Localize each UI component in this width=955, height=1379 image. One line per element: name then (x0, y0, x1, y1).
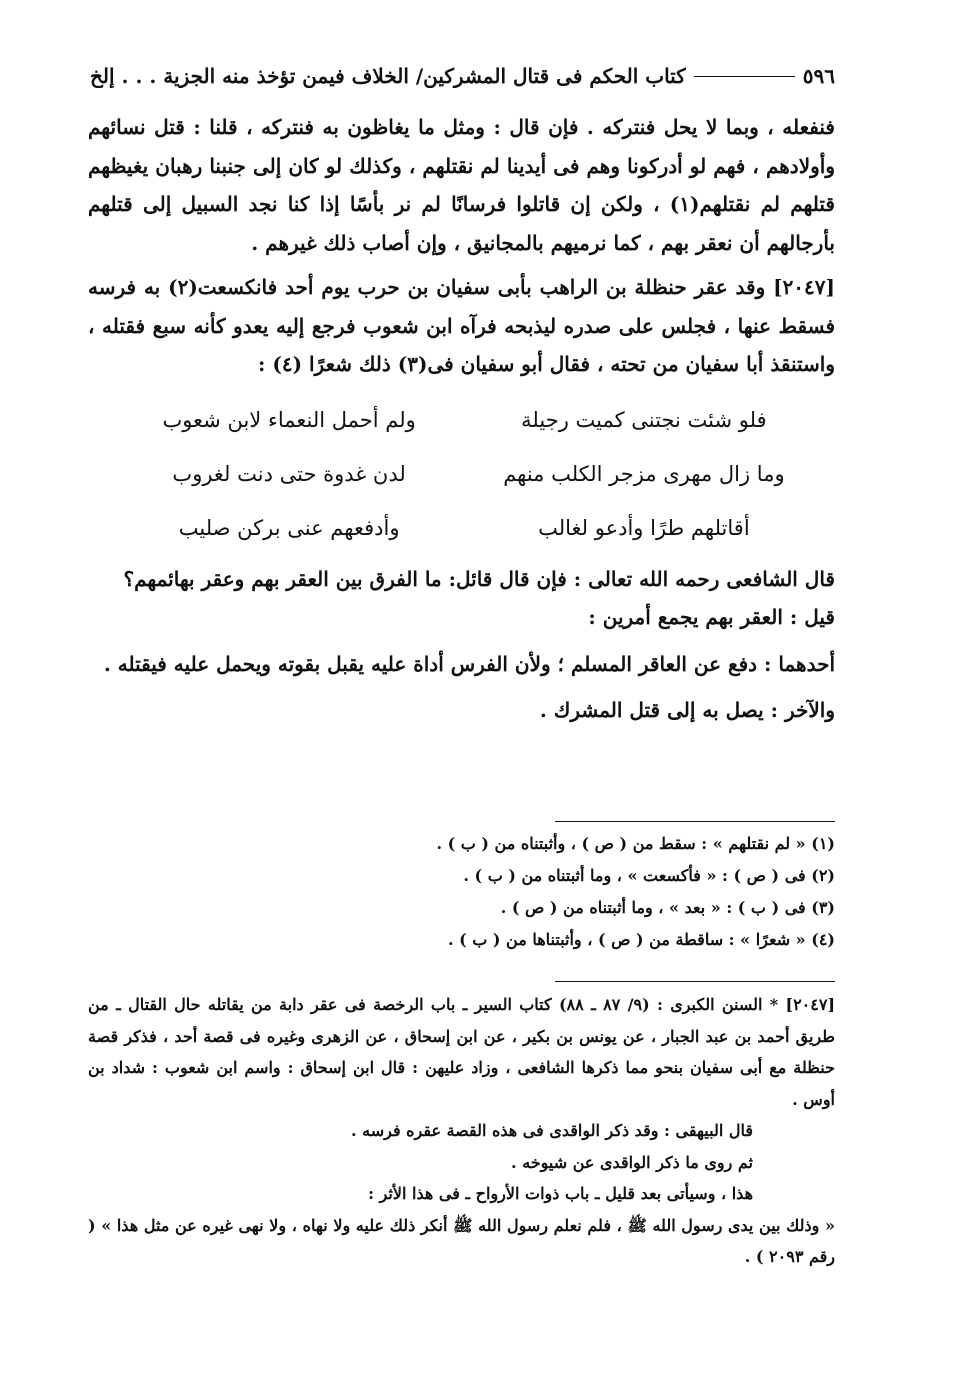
verse-first-hemistich: أقاتلهم طرًا وأدعو لغالب (538, 516, 750, 541)
verse-second-hemistich: وأدفعهم عنى بركن صليب (178, 516, 400, 541)
takhrij-line: هذا ، وسيأتى بعد قليل ـ باب ذوات الأرواح ـ فى هذا الأثر : (368, 1184, 753, 1203)
poem-verse (88, 394, 835, 448)
paragraph-2: [٢٠٤٧] وقد عقر حنظلة بن الراهب بأبى سفيان بن حرب يوم أحد فانكسعت(٢) به فرسه فسقط عنها ، فجلس على صدره ليذبحه فرآه ابن شعوب فرجع إليه يعدو كأنه سبع فقتله ، واستنقذ أبا سفيان من تحته ، فقال أبو سفيان فى(٣) ذلك شعرًا (٤) : (88, 275, 835, 376)
poem (88, 394, 835, 556)
paragraph-4: قيل : العقر بهم يجمع أمرين : (588, 605, 835, 629)
footnotes (300, 828, 835, 956)
footnote-2: (٢) فى ( ص ) : « فأكسعت » ، وما أثبتناه من ( ب ) . (463, 866, 835, 885)
page-number: ٥٩٦ (802, 64, 835, 88)
paragraph-3: قال الشافعى رحمه الله تعالى : فإن قال قائل: ما الفرق بين العقر بهم وعقر بهائمهم؟ (123, 566, 835, 591)
takhrij-line: قال البيهقى : وقد ذكر الواقدى فى هذه القصة عقره فرسه . (350, 1121, 753, 1140)
running-title: كتاب الحكم فى قتال المشركين/ الخلاف فيمن تؤخذ منه الجزية . . . إلخ (90, 64, 686, 88)
poem-verse (88, 448, 835, 502)
takhrij-notes (88, 989, 835, 1273)
takhrij-quote: « وذلك بين يدى رسول الله ﷺ ، فلم نعلم رسول الله ﷺ أنكر ذلك عليه ولا نهاه ، ولا نهى غيره عن مثل هذا » ( رقم ٢٠٩٣ ) . (88, 1215, 835, 1266)
footnote-separator (555, 821, 835, 822)
verse-second-hemistich: لدن غدوة حتى دنت لغروب (172, 462, 406, 487)
main-text (88, 108, 835, 730)
header-rule (694, 76, 795, 77)
paragraph-1: فنفعله ، وبما لا يحل فنتركه . فإن قال : ومثل ما يغاظون به فنتركه ، قلنا : قتل نسائهم وأولادهم ، فهم لو أدركونا وهم فى أيدينا لم نقتلهم ، وكذلك لو كان إلى جنبنا رهبان يغيظهم قتلهم لم نقتلهم(١) ، ولكن إن قاتلوا فرسانًا لم نر بأسًا إذا كنا نجد السبيل إلى قتلهم بأرجالهم أن نعقر بهم ، كما نرميهم بالمجانيق ، وإن أصاب ذلك غيرهم . (88, 115, 835, 255)
verse-first-hemistich: فلو شئت نجتنى كميت رجيلة (521, 408, 767, 433)
verse-second-hemistich: ولم أحمل النعماء لابن شعوب (162, 408, 416, 433)
poem-verse (88, 502, 835, 556)
takhrij-entry: [٢٠٤٧] * السنن الكبرى : (٩/ ٨٧ ـ ٨٨) كتاب السير ـ باب الرخصة فى عقر دابة من يقاتله حال القتال ـ من طريق أحمد بن عبد الجبار ، عن يونس بن بكير ، عن ابن إسحاق ، عن الزهرى وغيره فى قصة أحد ، فذكر قصة حنظلة مع أبى سفيان بنحو مما ذكرها الشافعى ، وزاد عليهن : قال ابن إسحاق : واسم ابن شعوب : شداد بن أوس . (88, 995, 836, 1109)
paragraph-5: أحدهما : دفع عن العاقر المسلم ؛ ولأن الفرس أداة عليه يقبل بقوته ويحمل عليه فيقتله . (103, 651, 835, 676)
takhrij-separator (555, 981, 835, 982)
footnote-1: (١) « لم نقتلهم » : سقط من ( ص ) ، وأثبتناه من ( ب ) . (436, 834, 835, 853)
footnote-3: (٣) فى ( ب ) : « بعد » ، وما أثبتناه من ( ص ) . (500, 898, 835, 917)
footnote-4: (٤) « شعرًا » : ساقطة من ( ص ) ، وأثبتناها من ( ب ) . (447, 930, 835, 949)
verse-first-hemistich: وما زال مهرى مزجر الكلب منهم (503, 462, 785, 487)
takhrij-line: ثم روى ما ذكر الواقدى عن شيوخه . (511, 1152, 753, 1172)
running-header (90, 64, 835, 88)
paragraph-6: والآخر : يصل به إلى قتل المشرك . (539, 698, 835, 722)
